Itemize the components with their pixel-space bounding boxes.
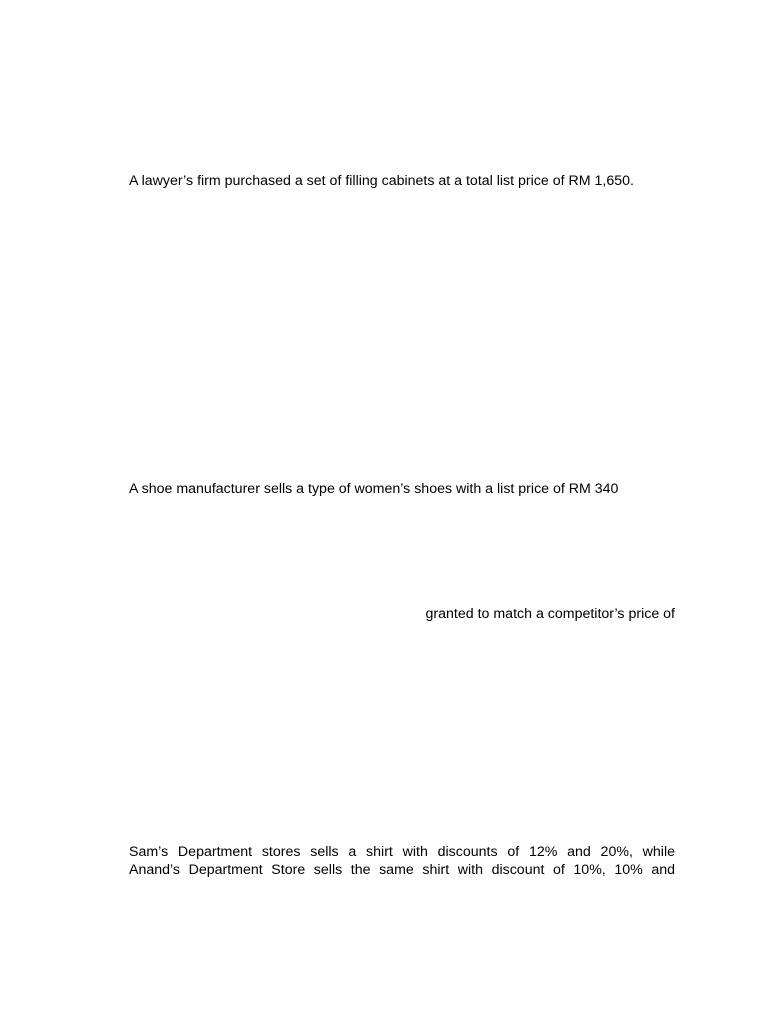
paragraph-line: Anand’s Department Store sells the same shirt with discount of 10%, 10% and xyxy=(129,862,675,878)
paragraph-line: Sam’s Department stores sells a shirt with discounts of 12% and 20%, while xyxy=(129,844,675,860)
paragraph-shoe-manufacturer: A shoe manufacturer sells a type of women’s shoes with a list price of RM 340 xyxy=(129,481,619,497)
paragraph-department-stores xyxy=(129,843,675,879)
paragraph-lawyer-firm: A lawyer’s firm purchased a set of filling cabinets at a total list price of RM 1,650. xyxy=(129,173,634,189)
paragraph-competitor-price: granted to match a competitor’s price of xyxy=(425,606,675,622)
